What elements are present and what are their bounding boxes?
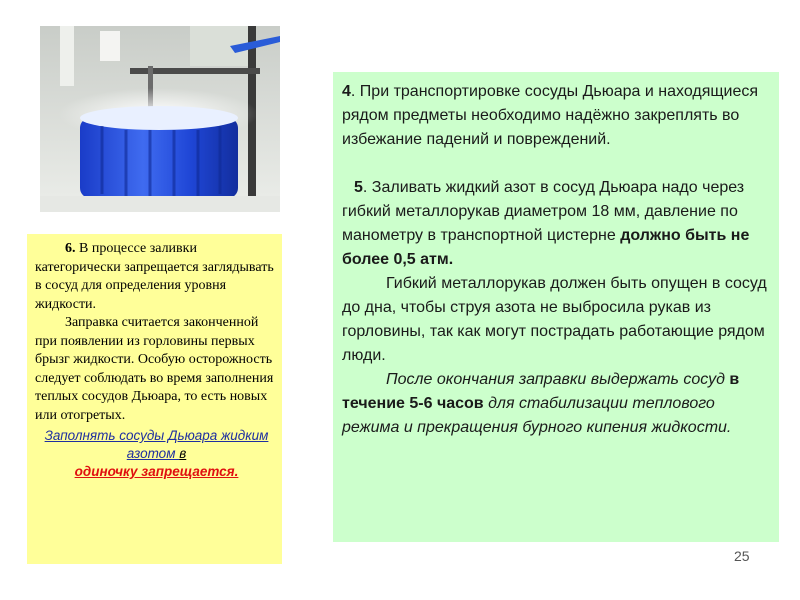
warning-part-1: Заполнять сосуды Дьюара жидким азотом — [44, 428, 269, 461]
warning-text-box — [27, 234, 282, 564]
paragraph-6-text: В процессе заливки категорически запрещается заглядывать в сосуд для определения уровня жидкости. — [35, 241, 274, 312]
warning-part-2: в — [179, 446, 187, 461]
settling-text-2: для стабилизации теплового режима и прекращения бурного кипения жидкости. — [342, 395, 732, 436]
settling-duration: в течение 5-6 часов — [342, 371, 740, 412]
paragraph-settling — [342, 368, 767, 440]
warning-part-3: одиночку запрещается. — [74, 464, 239, 479]
dewar-flask-photo — [40, 26, 280, 212]
spacer — [342, 152, 767, 176]
instructions-text-box — [333, 72, 779, 542]
paragraph-refill: Заправка считается законченной при появлении из горловины первых брызг жидкости. Особую осторожность следует соблюдать во время заполнения теплых сосудов Дьюара, то есть новых или отогретых. — [35, 315, 274, 423]
paragraph-4 — [342, 80, 767, 152]
pressure-limit: должно быть не более 0,5 атм. — [342, 227, 750, 268]
paragraph-hose: Гибкий металлорукав должен быть опущен в сосуд до дна, чтобы струя азота не выбросила рукав из горловины, так как могут пострадать работающие рядом люди. — [342, 275, 767, 364]
paragraph-6 — [35, 240, 278, 314]
settling-text-1: После окончания заправки выдержать сосуд — [386, 371, 730, 388]
solo-refill-warning — [35, 427, 278, 481]
page-number: 25 — [734, 548, 750, 564]
paragraph-4-text: . При транспортировке сосуды Дьюара и находящиеся рядом предметы необходимо надёжно закреплять во избежание падений и повреждений. — [342, 83, 759, 148]
item-number: 6. — [65, 241, 76, 256]
paragraph-5-text: . Заливать жидкий азот в сосуд Дьюара надо через гибкий металлорукав диаметром 18 мм, давление по манометру в транспортной цистерне — [342, 179, 745, 244]
paragraph-5 — [342, 176, 767, 272]
item-number-5: 5 — [354, 179, 363, 196]
item-number-4: 4 — [342, 83, 351, 100]
